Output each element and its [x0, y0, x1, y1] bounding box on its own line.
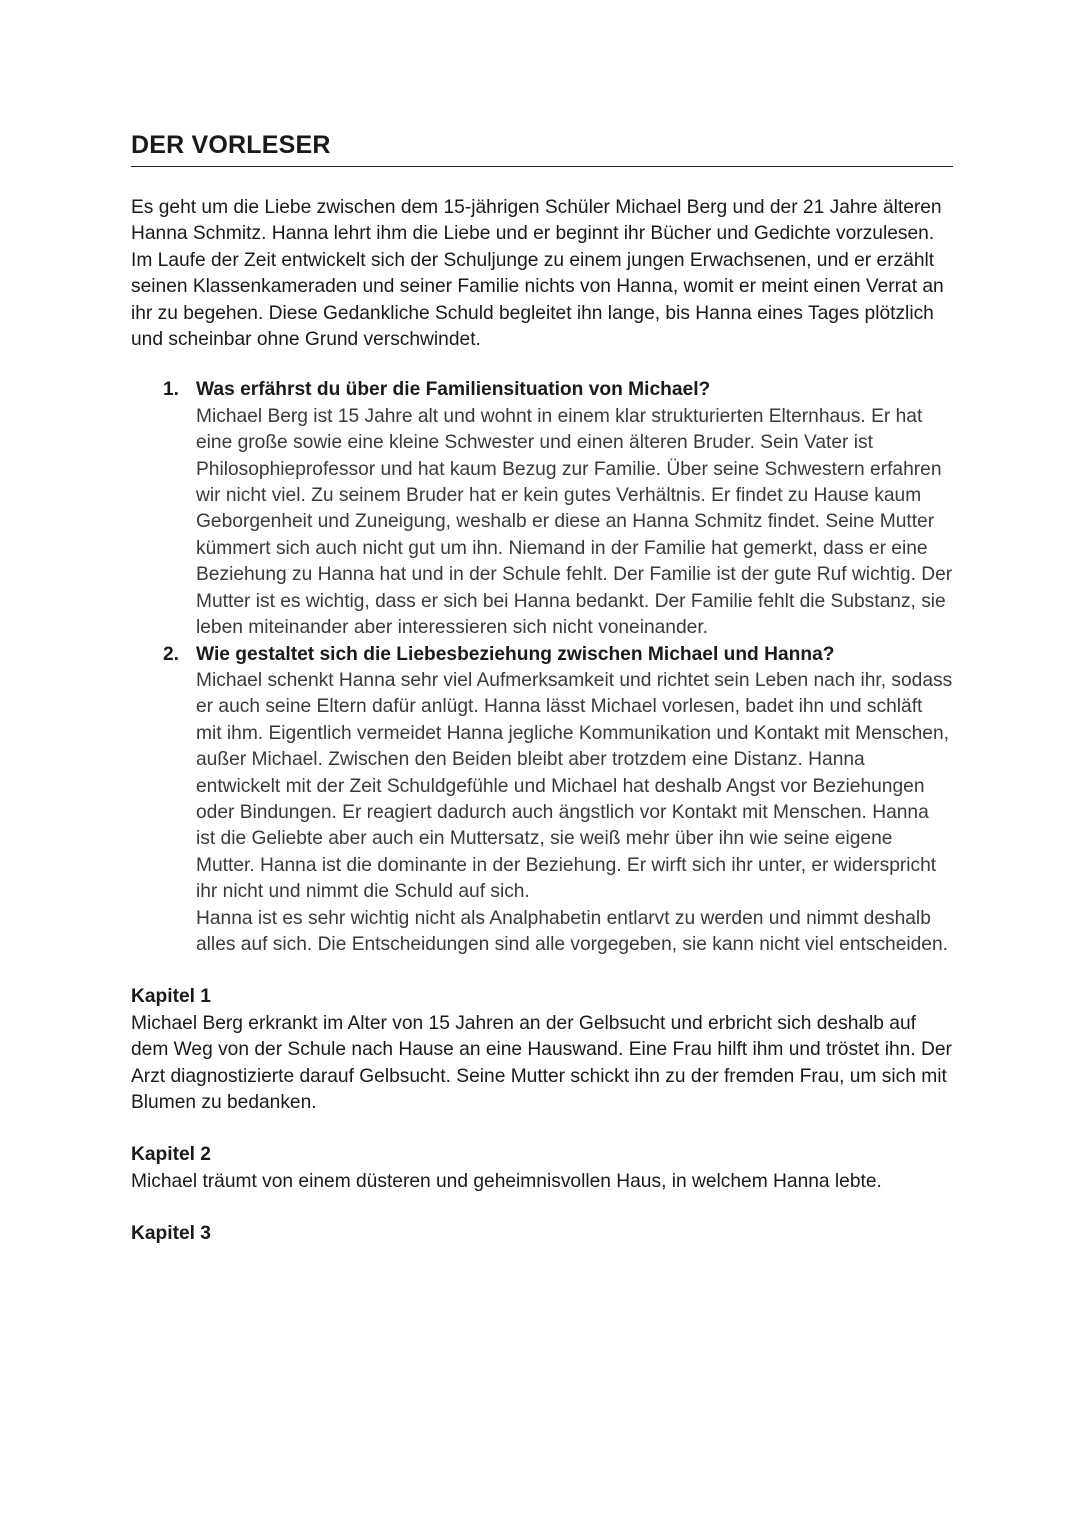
chapter-section — [131, 1142, 953, 1195]
chapter-section — [131, 984, 953, 1116]
question-number: 2. — [163, 643, 180, 665]
chapter-heading: Kapitel 3 — [131, 1223, 211, 1245]
title-underline — [131, 166, 953, 167]
chapter-text: Michael träumt von einem düsteren und geheimnisvollen Haus, in welchem Hanna lebte. — [131, 1170, 882, 1192]
chapter-section — [131, 1221, 953, 1247]
document-page — [131, 128, 953, 1248]
question-list — [131, 377, 953, 958]
question-number: 1. — [163, 379, 180, 401]
question-title: Was erfährst du über die Familiensituation von Michael? — [196, 379, 711, 401]
document-title: DER VORLESER — [131, 131, 331, 159]
question-item — [163, 377, 953, 641]
chapter-text: Michael Berg erkrankt im Alter von 15 Jahren an der Gelbsucht und erbricht sich deshalb auf dem Weg von der Schule nach Hause an eine Hauswand. Eine Frau hilft ihm und tröstet ihn. Der Arzt diagnostizierte darauf Gelbsucht. Seine Mutter schickt ihn zu der fremden Frau, um sich mit Blumen zu bedanken. — [131, 1012, 952, 1113]
question-title: Wie gestaltet sich die Liebesbeziehung zwischen Michael und Hanna? — [196, 643, 835, 665]
question-answer: Michael Berg ist 15 Jahre alt und wohnt in einem klar strukturierten Elternhaus. Er hat eine große sowie eine kleine Schwester und einen älteren Bruder. Sein Vater ist Philosophieprofessor und hat kaum Bezug zur Familie. Über seine Schwestern erfahren wir nicht viel. Zu seinem Bruder hat er kein gutes Verhältnis. Er findet zu Hause kaum Geborgenheit und Zuneigung, weshalb er diese an Hanna Schmitz findet. Seine Mutter kümmert sich auch nicht gut um ihn. Niemand in der Familie hat gemerkt, dass er eine Beziehung zu Hanna hat und in der Schule fehlt. Der Familie ist der gute Ruf wichtig. Der Mutter ist es wichtig, dass er sich bei Hanna bedankt. Der Familie fehlt die Substanz, sie leben miteinander aber interessieren sich nicht voneinander. — [196, 405, 953, 639]
question-item — [163, 642, 953, 959]
intro-paragraph: Es geht um die Liebe zwischen dem 15-jährigen Schüler Michael Berg und der 21 Jahre älteren Hanna Schmitz. Hanna lehrt ihm die Liebe und er beginnt ihr Bücher und Gedichte vorzulesen. Im Laufe der Zeit entwickelt sich der Schuljunge zu einem jungen Erwachsenen, und er erzählt seinen Klassenkameraden und seiner Familie nichts von Hanna, womit er meint einen Verrat an ihr zu begehen. Diese Gedankliche Schuld begleitet ihn lange, bis Hanna eines Tages plötzlich und scheinbar ohne Grund verschwindet. — [131, 197, 944, 351]
chapter-heading: Kapitel 1 — [131, 986, 211, 1008]
question-answer-continued: Hanna ist es sehr wichtig nicht als Analphabetin entlarvt zu werden und nimmt deshalb alles auf sich. Die Entscheidungen sind alle vorgegeben, sie kann nicht viel entscheiden. — [196, 907, 948, 955]
chapter-heading: Kapitel 2 — [131, 1144, 211, 1166]
question-answer: Michael schenkt Hanna sehr viel Aufmerksamkeit und richtet sein Leben nach ihr, sodass er auch seine Eltern dafür anlügt. Hanna lässt Michael vorlesen, badet ihn und schläft mit ihm. Eigentlich vermeidet Hanna jegliche Kommunikation und Kontakt mit Menschen, außer Michael. Zwischen den Beiden bleibt aber trotzdem eine Distanz. Hanna entwickelt mit der Zeit Schuldgefühle und Michael hat deshalb Angst vor Beziehungen oder Bindungen. Er reagiert dadurch auch ängstlich vor Kontakt mit Menschen. Hanna ist die Geliebte aber auch ein Muttersatz, sie weiß mehr über ihn wie seine eigene Mutter. Hanna ist die dominante in der Beziehung. Er wirft sich ihr unter, er widerspricht ihr nicht und nimmt die Schuld auf sich. — [196, 669, 953, 903]
